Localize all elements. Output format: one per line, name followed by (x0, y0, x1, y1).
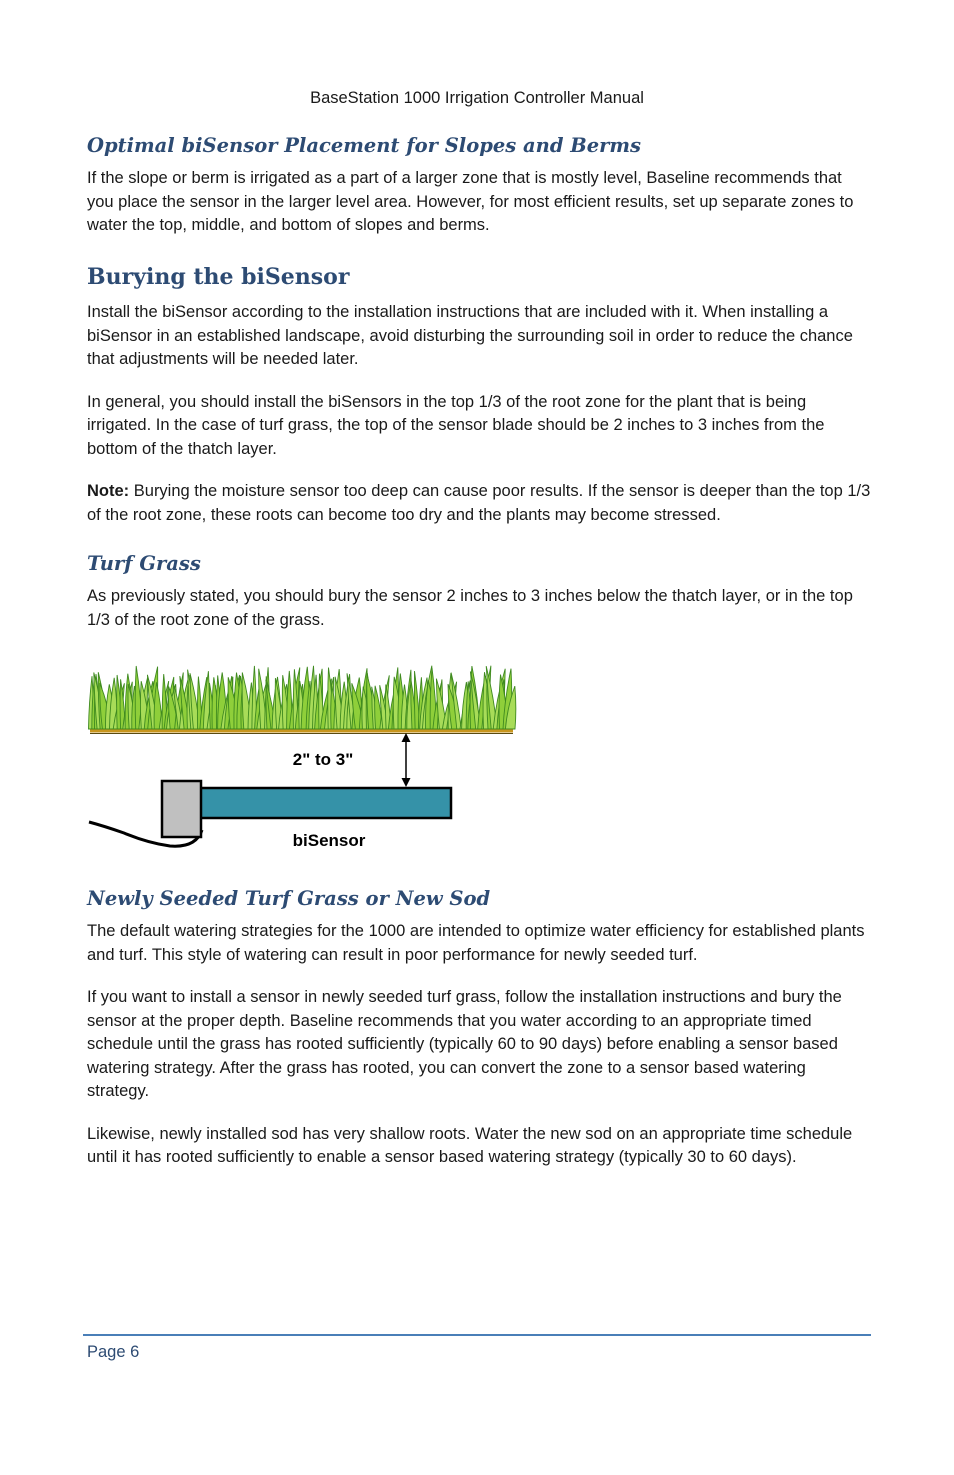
footer-divider (83, 1334, 871, 1336)
sensor-head (162, 781, 201, 837)
note-label: Note: (87, 482, 130, 500)
depth-arrow-head-bottom (402, 778, 411, 787)
note-paragraph (87, 480, 872, 527)
page-header: BaseStation 1000 Irrigation Controller Manual (310, 89, 644, 107)
paragraph: As previously stated, you should bury the sensor 2 inches to 3 inches below the thatch layer, or in the top 1/3 of the root zone of the grass. (87, 587, 853, 629)
paragraph: If you want to install a sensor in newly seeded turf grass, follow the installation instructions and bury the sensor at the proper depth. Baseline recommends that you water according to an appropriate timed schedule until the grass has rooted sufficiently (typically 60 to 90 days) before enabling a sensor based watering strategy. After the grass has rooted, you can convert the zone to a sensor based watering strategy. (87, 988, 842, 1100)
paragraph: The default watering strategies for the 1000 are intended to optimize water efficiency for established plants and turf. This style of watering can result in poor performance for newly seeded turf. (87, 922, 865, 964)
depth-arrow-head-top (402, 733, 411, 742)
grass-illustration (89, 666, 516, 729)
sensor-blade (200, 788, 451, 818)
paragraph: If the slope or berm is irrigated as a part of a larger zone that is mostly level, Baseline recommends that you place the sensor in the larger level area. However, for most efficient results, set up separate zones to water the top, middle, and bottom of slopes and berms. (87, 169, 854, 234)
paragraph: Install the biSensor according to the installation instructions that are included with it. When installing a biSensor in an established landscape, avoid disturbing the surrounding soil in order to reduce the chance that adjustments will be needed later. (87, 303, 853, 368)
sensor-depth-diagram (86, 660, 518, 852)
section-heading-burying: Burying the biSensor (87, 264, 350, 290)
depth-label: 2" to 3" (292, 750, 354, 769)
page-number: Page 6 (87, 1343, 140, 1361)
section-heading-slopes: Optimal biSensor Placement for Slopes and Berms (87, 134, 642, 157)
section-new-turf (87, 886, 872, 1170)
paragraph: Likewise, newly installed sod has very shallow roots. Water the new sod on an appropriate time schedule until it has rooted sufficiently to enable a sensor based watering strategy (typically 30 to 60 days). (87, 1124, 853, 1166)
section-heading-new-turf: Newly Seeded Turf Grass or New Sod (87, 887, 491, 910)
section-burying (87, 262, 872, 527)
note-text: Burying the moisture sensor too deep can cause poor results. If the sensor is deeper than the top 1/3 of the root zone, these roots can become too dry and the plants may become stressed. (87, 482, 871, 524)
paragraph: In general, you should install the biSensors in the top 1/3 of the root zone for the plant that is being irrigated. In the case of turf grass, the top of the sensor blade should be 2 inches to 3 inches from the bottom of the thatch layer. (87, 392, 825, 458)
section-turf (87, 551, 872, 632)
section-heading-turf: Turf Grass (87, 552, 201, 575)
section-slopes (87, 133, 872, 238)
sensor-label: biSensor (292, 831, 366, 850)
